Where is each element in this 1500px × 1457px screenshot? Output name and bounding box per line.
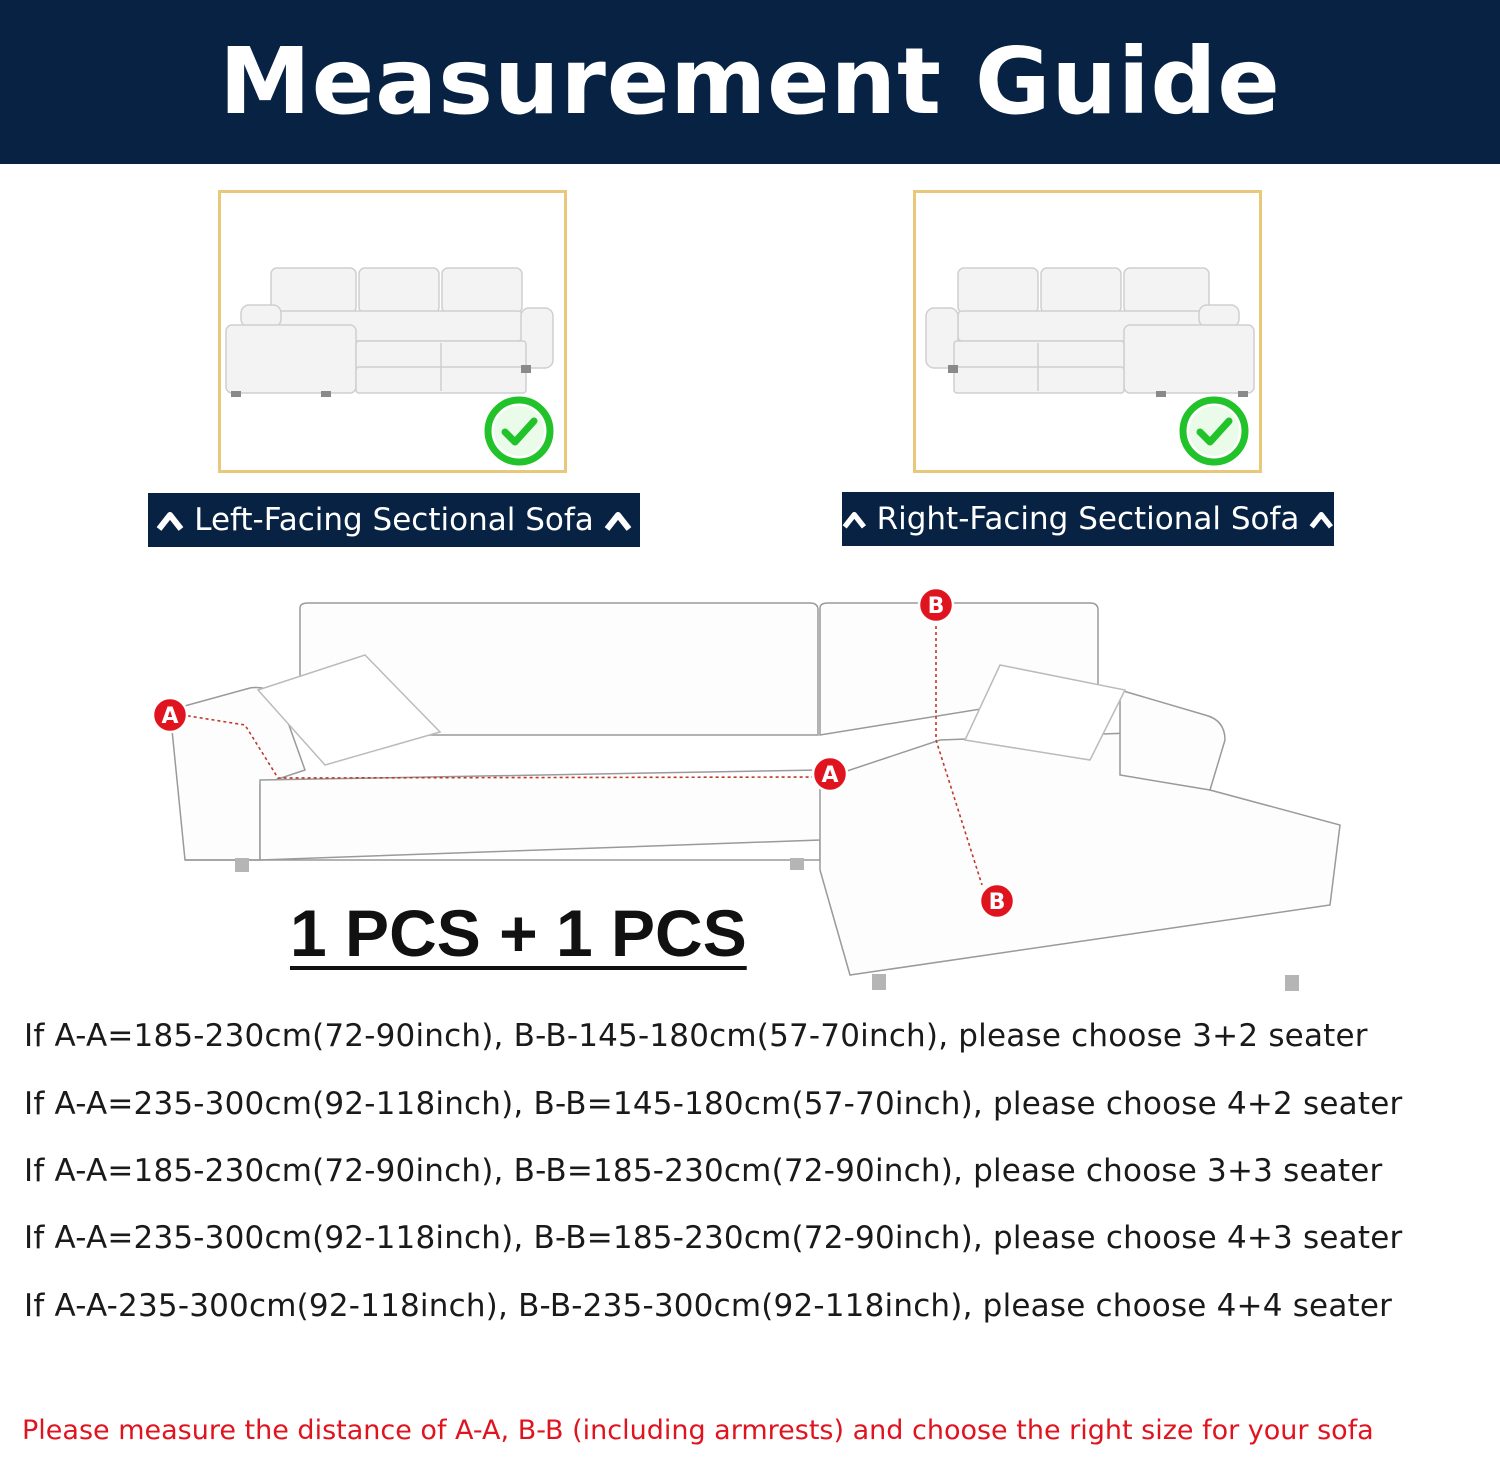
left-seat — [260, 770, 830, 860]
marker-a-right — [813, 757, 847, 791]
marker-b-top — [919, 588, 953, 622]
check-circle-icon — [1178, 395, 1250, 467]
chaise-seat — [820, 730, 1340, 975]
size-rule-3: If A-A=185-230cm(72-90inch), B-B=185-230cm(72-90inch), please choose 3+3 seater — [24, 1153, 1383, 1189]
marker-label: B — [927, 594, 945, 619]
pieces-text: 1 PCS + 1 PCS — [290, 896, 747, 970]
size-rule-1: If A-A=185-230cm(72-90inch), B-B-145-180cm(57-70inch), please choose 3+2 seater — [24, 1018, 1368, 1054]
right-facing-example-frame — [913, 190, 1262, 473]
marker-label: B — [988, 890, 1006, 915]
right-facing-label-text: Right-Facing Sectional Sofa — [876, 501, 1300, 537]
sofa-leg — [790, 858, 804, 870]
right-armrest — [1120, 690, 1225, 790]
header-banner — [0, 0, 1500, 164]
left-facing-label-text: Left-Facing Sectional Sofa — [194, 502, 594, 538]
marker-b-bottom — [980, 884, 1014, 918]
sofa-leg — [1285, 975, 1299, 991]
chevron-up-icon — [842, 506, 867, 532]
sofa-leg — [872, 974, 886, 990]
size-rule-2: If A-A=235-300cm(92-118inch), B-B=145-180cm(57-70inch), please choose 4+2 seater — [24, 1086, 1403, 1122]
page-title: Measurement Guide — [219, 28, 1281, 135]
chevron-up-icon — [156, 507, 184, 533]
marker-label: A — [821, 763, 839, 788]
marker-a-left — [153, 698, 187, 732]
left-facing-label — [148, 493, 640, 547]
chevron-up-icon — [604, 507, 632, 533]
size-rule-4: If A-A=235-300cm(92-118inch), B-B=185-230cm(72-90inch), please choose 4+3 seater — [24, 1220, 1403, 1256]
chevron-up-icon — [1309, 506, 1334, 532]
right-facing-label — [842, 492, 1334, 546]
measurement-note: Please measure the distance of A-A, B-B (including armrests) and choose the right size for your sofa — [22, 1415, 1374, 1446]
marker-label: A — [161, 704, 179, 729]
left-facing-example-frame — [218, 190, 567, 473]
size-rule-5: If A-A-235-300cm(92-118inch), B-B-235-300cm(92-118inch), please choose 4+4 seater — [24, 1288, 1393, 1324]
sofa-leg — [235, 858, 249, 872]
check-circle-icon — [483, 395, 555, 467]
